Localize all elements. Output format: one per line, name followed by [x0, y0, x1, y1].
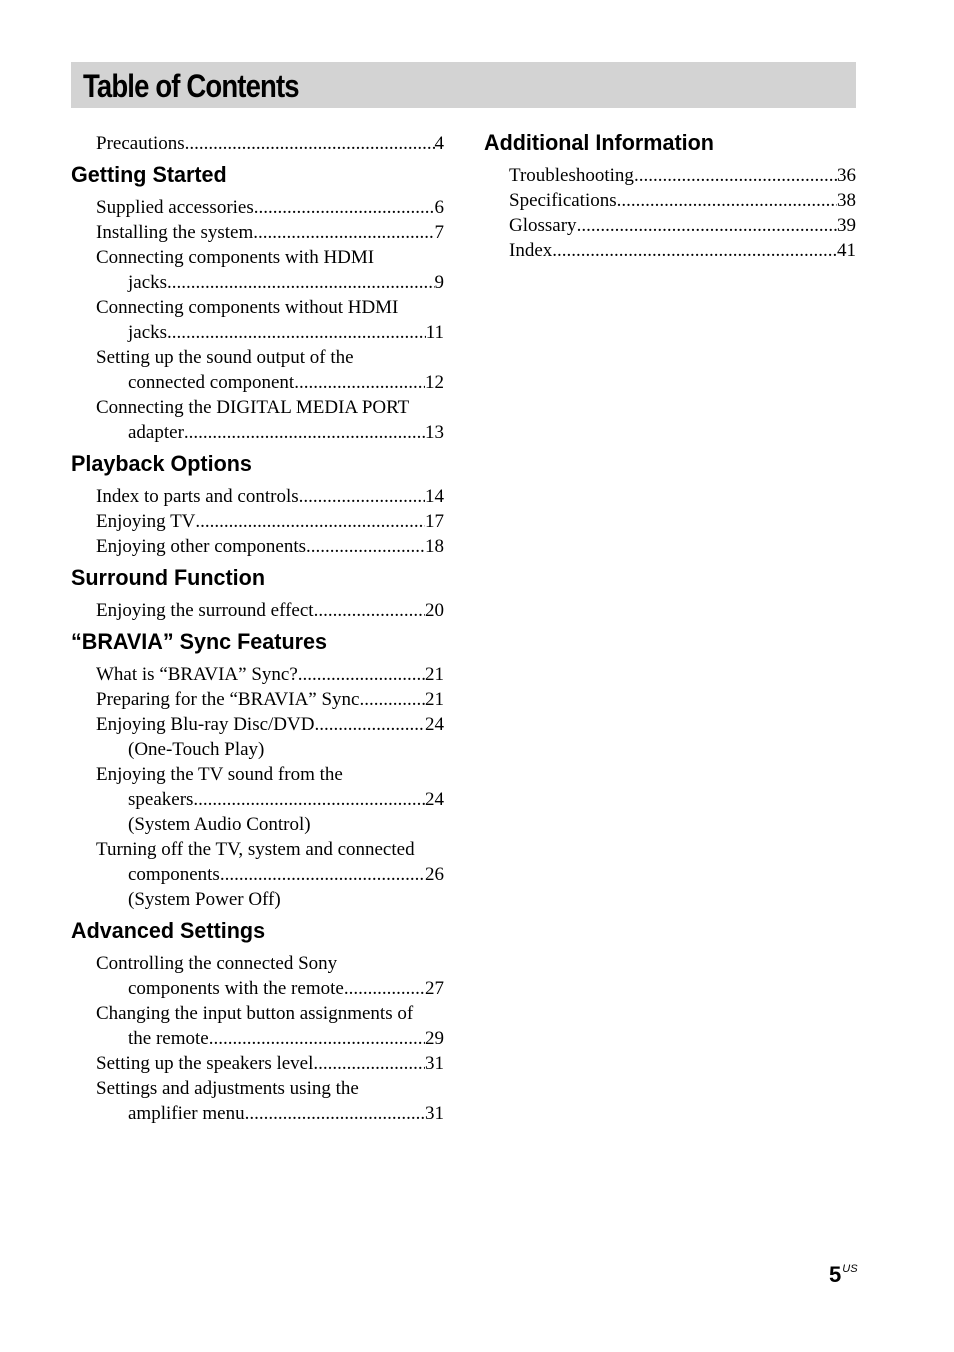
- dot-leader: [184, 420, 425, 445]
- toc-entry-title: connected component: [128, 372, 295, 393]
- toc-page-number: 24: [425, 714, 444, 735]
- toc-entry-note: (System Power Off): [128, 889, 281, 910]
- toc-entry-title: Setting up the speakers level: [96, 1053, 314, 1074]
- toc-entry-title: Preparing for the “BRAVIA” Sync: [96, 689, 360, 710]
- toc-entry[interactable]: [71, 762, 444, 837]
- section-heading: Additional Information: [484, 130, 714, 155]
- toc-entry-title: amplifier menu: [128, 1103, 245, 1124]
- toc-entry-line: Connecting components with HDMI: [96, 247, 375, 268]
- toc-page-number: 26: [425, 864, 444, 885]
- toc-entry-row: [96, 976, 444, 1001]
- toc-intro-list: [71, 131, 444, 156]
- toc-entry-list: [71, 195, 444, 445]
- toc-entry-row: [509, 163, 856, 188]
- toc-entry-title: Precautions: [96, 133, 185, 154]
- toc-entry-list: [71, 662, 444, 912]
- dot-leader: [167, 320, 426, 345]
- toc-entry[interactable]: [484, 213, 856, 238]
- toc-entry-title: jacks: [128, 272, 168, 293]
- toc-entry-title: Glossary: [509, 215, 577, 236]
- toc-page-number: 36: [837, 165, 856, 186]
- toc-entry[interactable]: [484, 163, 856, 188]
- toc-entry[interactable]: [484, 238, 856, 263]
- toc-entry-title: components with the remote: [128, 978, 344, 999]
- toc-page-number: 4: [434, 133, 444, 154]
- dot-leader: [313, 1051, 425, 1076]
- toc-entry[interactable]: [71, 1051, 444, 1076]
- toc-entry-title: adapter: [128, 422, 184, 443]
- toc-page-number: 20: [425, 600, 444, 621]
- toc-entry-row: [96, 787, 444, 812]
- toc-entry-note: (One-Touch Play): [128, 739, 265, 760]
- dot-leader: [209, 1026, 425, 1051]
- toc-entry-title: Supplied accessories: [96, 197, 254, 218]
- toc-page-number: 12: [425, 372, 444, 393]
- toc-entry[interactable]: [71, 837, 444, 912]
- toc-entry-row: [96, 320, 444, 345]
- toc-entry-title: components: [128, 864, 220, 885]
- toc-entry[interactable]: [71, 1001, 444, 1051]
- toc-page-number: 41: [837, 240, 856, 261]
- toc-entry-title: What is “BRAVIA” Sync?: [96, 664, 298, 685]
- dot-leader: [195, 509, 425, 534]
- toc-page-number: 6: [434, 197, 444, 218]
- toc-left-column: [71, 128, 444, 1126]
- toc-entry-line: Connecting components without HDMI: [96, 297, 399, 318]
- toc-page-number: 31: [425, 1053, 444, 1074]
- page-number-suffix: US: [842, 1263, 858, 1275]
- dot-leader: [245, 1101, 425, 1126]
- toc-entry-list: [71, 598, 444, 623]
- section-heading: Getting Started: [71, 162, 227, 187]
- toc-entry-row: [96, 1051, 444, 1076]
- toc-entry[interactable]: [71, 951, 444, 1001]
- toc-entry-row: [509, 238, 856, 263]
- dot-leader: [299, 484, 425, 509]
- dot-leader: [220, 862, 425, 887]
- dot-leader: [298, 662, 425, 687]
- toc-entry-row: [96, 131, 444, 156]
- toc-entry[interactable]: [71, 662, 444, 687]
- toc-page-number: 17: [425, 511, 444, 532]
- toc-entry-list: [71, 484, 444, 559]
- toc-entry-note: (System Audio Control): [128, 814, 311, 835]
- toc-entry-line: Connecting the DIGITAL MEDIA PORT: [96, 397, 410, 418]
- toc-page-number: 24: [425, 789, 444, 810]
- section-heading: Advanced Settings: [71, 918, 266, 943]
- toc-page-number: 21: [425, 664, 444, 685]
- toc-entry-line: Controlling the connected Sony: [96, 953, 338, 974]
- toc-page-number: 14: [425, 486, 444, 507]
- toc-entry-row: [96, 1026, 444, 1051]
- page-number-value: 5: [829, 1262, 842, 1287]
- toc-entry-title: Enjoying Blu-ray Disc/DVD: [96, 714, 315, 735]
- toc-entry-list: [484, 163, 856, 263]
- toc-entry-title: Enjoying TV: [96, 511, 196, 532]
- toc-entry-title: jacks: [128, 322, 168, 343]
- toc-entry-row: [96, 598, 444, 623]
- dot-leader: [314, 598, 425, 623]
- toc-page-number: 38: [837, 190, 856, 211]
- toc-entry[interactable]: [71, 245, 444, 295]
- toc-entry-row: [96, 370, 444, 395]
- toc-page-number: 18: [425, 536, 444, 557]
- toc-entry-title: Specifications: [509, 190, 617, 211]
- toc-entry-row: [509, 188, 856, 213]
- dot-leader: [193, 787, 425, 812]
- toc-page-number: 27: [425, 978, 444, 999]
- toc-entry-row: [96, 662, 444, 687]
- toc-entry-line: Turning off the TV, system and connected: [96, 839, 415, 860]
- toc-entry[interactable]: [71, 345, 444, 395]
- toc-entry-row: [96, 220, 444, 245]
- toc-entry[interactable]: [71, 509, 444, 534]
- toc-page-number: 39: [837, 215, 856, 236]
- dot-leader: [253, 220, 434, 245]
- toc-entry[interactable]: [71, 295, 444, 345]
- toc-entry-row: [96, 509, 444, 534]
- page-number: [829, 1256, 858, 1288]
- toc-entry-row: [96, 420, 444, 445]
- toc-entry-list: [71, 951, 444, 1126]
- toc-entry-row: [96, 712, 444, 737]
- toc-entry[interactable]: [71, 687, 444, 712]
- toc-entry-line: Settings and adjustments using the: [96, 1078, 359, 1099]
- toc-right-column: [484, 128, 856, 263]
- toc-entry-title: Troubleshooting: [509, 165, 634, 186]
- toc-page-number: 21: [425, 689, 444, 710]
- toc-entry-row: [96, 195, 444, 220]
- toc-entry-title: Enjoying the surround effect: [96, 600, 314, 621]
- dot-leader: [185, 131, 435, 156]
- toc-entry[interactable]: [71, 220, 444, 245]
- toc-entry-row: [96, 534, 444, 559]
- toc-entry-row: [96, 862, 444, 887]
- toc-entry-row: [96, 1101, 444, 1126]
- toc-page-number: 31: [425, 1103, 444, 1124]
- dot-leader: [360, 687, 426, 712]
- toc-page-number: 29: [425, 1028, 444, 1049]
- dot-leader: [167, 270, 434, 295]
- toc-entry-row: [96, 484, 444, 509]
- toc-page-number: 11: [425, 322, 444, 343]
- dot-leader: [344, 976, 425, 1001]
- dot-leader: [314, 712, 425, 737]
- toc-entry[interactable]: [484, 188, 856, 213]
- section-heading: Playback Options: [71, 451, 252, 476]
- dot-leader: [577, 213, 837, 238]
- toc-entry[interactable]: [71, 195, 444, 220]
- toc-entry[interactable]: [71, 395, 444, 445]
- toc-entry[interactable]: [71, 131, 444, 156]
- toc-entry[interactable]: [71, 1076, 444, 1126]
- toc-entry-line: Changing the input button assignments of: [96, 1003, 414, 1024]
- dot-leader: [254, 195, 435, 220]
- dot-leader: [634, 163, 837, 188]
- dot-leader: [617, 188, 837, 213]
- toc-page-number: 7: [434, 222, 444, 243]
- toc-entry-title: Installing the system: [96, 222, 254, 243]
- toc-entry[interactable]: [71, 712, 444, 762]
- page-title: Table of Contents: [83, 68, 299, 104]
- toc-entry[interactable]: [71, 484, 444, 509]
- toc-entry-row: [509, 213, 856, 238]
- dot-leader: [552, 238, 837, 263]
- section-heading: Surround Function: [71, 565, 266, 590]
- toc-entry[interactable]: [71, 598, 444, 623]
- toc-page-number: 9: [434, 272, 444, 293]
- toc-entry-title: the remote: [128, 1028, 209, 1049]
- toc-entry-title: Index: [509, 240, 553, 261]
- toc-entry-row: [96, 270, 444, 295]
- toc-page-number: 13: [425, 422, 444, 443]
- toc-entry-title: Enjoying other components: [96, 536, 307, 557]
- toc-entry-line: Setting up the sound output of the: [96, 347, 354, 368]
- toc-entry-row: [96, 687, 444, 712]
- toc-entry-title: Index to parts and controls: [96, 486, 299, 507]
- section-heading: “BRAVIA” Sync Features: [71, 629, 327, 654]
- dot-leader: [294, 370, 425, 395]
- toc-entry-title: speakers: [128, 789, 194, 810]
- dot-leader: [306, 534, 425, 559]
- toc-entry-line: Enjoying the TV sound from the: [96, 764, 343, 785]
- toc-entry[interactable]: [71, 534, 444, 559]
- title-bar: [71, 62, 856, 108]
